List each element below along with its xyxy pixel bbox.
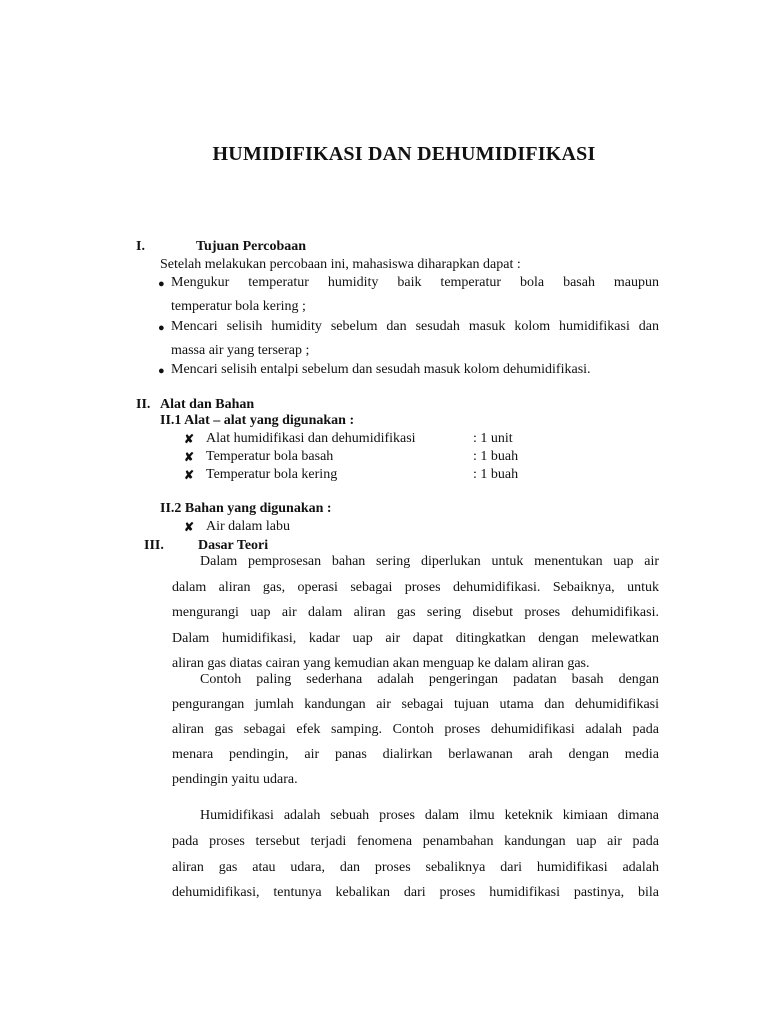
tool-item-2-qty: : 1 buah — [473, 449, 519, 464]
para-3-line-2: pada proses tersebut terjadi fenomena penambahan kandungan uap air pada — [172, 834, 659, 849]
bullet-2-line1: Mencari selisih humidity sebelum dan sesudah masuk kolom humidifikasi dan — [171, 319, 659, 334]
tool-item-3-qty: : 1 buah — [473, 467, 519, 482]
section-2-number: II. — [136, 397, 151, 412]
para-2-line-3: aliran gas sebagai efek samping. Contoh proses dehumidifikasi adalah pada — [172, 722, 659, 737]
para-2-line-1: Contoh paling sederhana adalah pengeringan padatan basah dengan — [200, 672, 659, 687]
para-1-line-5: aliran gas diatas cairan yang kemudian akan menguap ke dalam aliran gas. — [172, 656, 590, 671]
bullet-1-line1: Mengukur temperatur humidity baik temperatur bola basah maupun — [171, 275, 659, 290]
para-3-line-1: Humidifikasi adalah sebuah proses dalam ilmu keteknik kimiaan dimana — [200, 808, 659, 823]
section-2-heading: Alat dan Bahan — [160, 397, 255, 412]
cross-icon: ✘ — [184, 468, 195, 482]
para-2-line-5: pendingin yaitu udara. — [172, 772, 298, 787]
subsection-2-1-heading: II.1 Alat – alat yang digunakan : — [160, 413, 355, 428]
para-3-line-4: dehumidifikasi, tentunya kebalikan dari proses humidifikasi pastinya, bila — [172, 885, 659, 900]
para-1-line-4: Dalam humidifikasi, kadar uap air dapat ditingkatkan dengan melewatkan — [172, 631, 659, 646]
bullet-2-line2: massa air yang terserap ; — [171, 343, 310, 358]
subsection-2-2-heading: II.2 Bahan yang digunakan : — [160, 501, 332, 516]
cross-icon: ✘ — [184, 520, 195, 534]
bullet-icon: ● — [158, 322, 165, 334]
para-2-line-4: menara pendingin, air panas dialirkan berlawanan arah dengan media — [172, 747, 659, 762]
bullet-1-line2: temperatur bola kering ; — [171, 299, 306, 314]
para-2-line-2: pengurangan jumlah kandungan air sebagai tujuan utama dan dehumidifikasi — [172, 697, 659, 712]
bullet-icon: ● — [158, 365, 165, 377]
bullet-3-line1: Mencari selisih entalpi sebelum dan sesudah masuk kolom dehumidifikasi. — [171, 362, 591, 377]
page-title: HUMIDIFIKASI DAN DEHUMIDIFIKASI — [212, 143, 596, 165]
section-1-heading: Tujuan Percobaan — [196, 239, 307, 254]
tool-item-3-name: Temperatur bola kering — [206, 467, 338, 482]
tool-item-1-name: Alat humidifikasi dan dehumidifikasi — [206, 431, 416, 446]
cross-icon: ✘ — [184, 432, 195, 446]
cross-icon: ✘ — [184, 450, 195, 464]
section-3-number: III. — [144, 538, 164, 553]
bullet-icon: ● — [158, 278, 165, 290]
section-3-heading: Dasar Teori — [198, 538, 269, 553]
section-1-number: I. — [136, 239, 145, 254]
tool-item-2-name: Temperatur bola basah — [206, 449, 334, 464]
para-1-line-3: mengurangi uap air dalam aliran gas sering disebut proses dehumidifikasi. — [172, 605, 659, 620]
tool-item-1-qty: : 1 unit — [473, 431, 513, 446]
material-item-1-name: Air dalam labu — [206, 519, 290, 534]
para-1-line-1: Dalam pemprosesan bahan sering diperlukan untuk menentukan uap air — [200, 554, 659, 569]
para-1-line-2: dalam aliran gas, operasi sebagai proses dehumidifikasi. Sebaiknya, untuk — [172, 580, 659, 595]
para-3-line-3: aliran gas atau udara, dan proses sebaliknya dari humidifikasi adalah — [172, 860, 659, 875]
section-1-intro: Setelah melakukan percobaan ini, mahasiswa diharapkan dapat : — [160, 257, 521, 272]
